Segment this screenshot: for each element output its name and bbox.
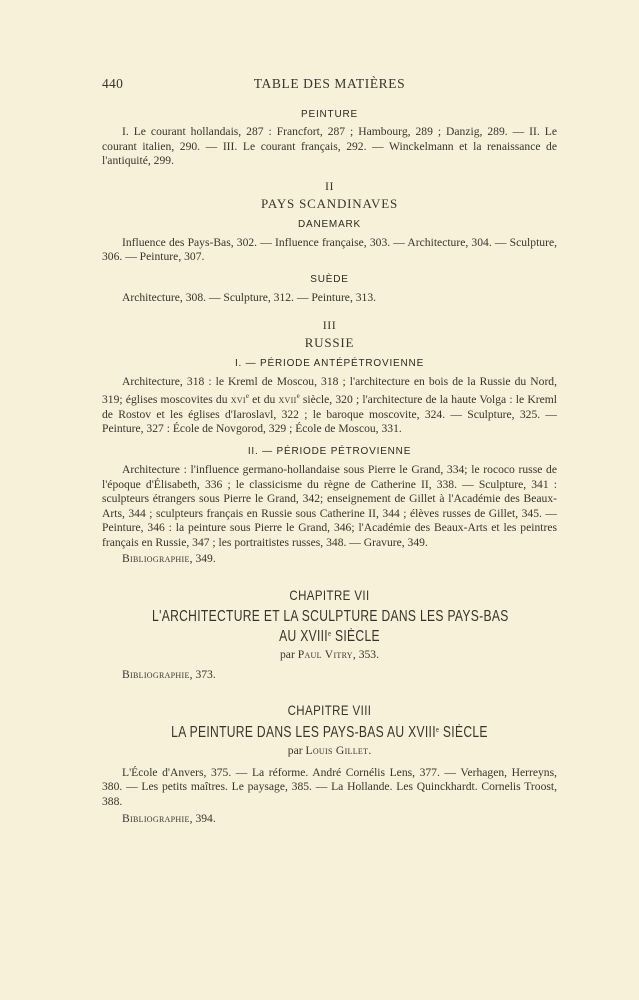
part-numeral-ii: II [325, 178, 334, 193]
part-numeral-iii: III [322, 317, 337, 332]
section-heading-danemark: DANEMARK [297, 218, 362, 230]
author-name: Paul Vitry [297, 648, 353, 662]
chapter-vii-title-line1: L'ARCHITECTURE ET LA SCULPTURE DANS LES PAYS-BAS [152, 608, 509, 626]
page-number: 440 [102, 76, 124, 91]
chapter-viii-byline: par Louis Gillet. [287, 743, 372, 757]
bibliography-chapter-vii: Bibliographie, 373. [122, 668, 216, 682]
author-name: Louis Gillet [305, 743, 369, 757]
section-heading-antepetrovienne: I. — PÉRIODE ANTÉPÉTROVIENNE [234, 357, 425, 369]
section-heading-peinture: PEINTURE [301, 109, 358, 120]
chapter-viii-entries: L'École d'Anvers, 375. — La réforme. André Cornélis Lens, 377. — Verhagen, Herreyns, 380. — Les petits maîtres. Le paysage, 385. — La Hollande. Les Quinckhardt. Cornelis Troost, 388. [102, 765, 557, 808]
bibliography-russie: Bibliographie, 349. [122, 551, 216, 565]
part-title-russie: RUSSIE [304, 334, 355, 350]
chapter-viii-number: CHAPITRE VIII [287, 701, 372, 718]
part-title-pays-scandinaves: PAYS SCANDINAVES [261, 195, 398, 211]
chapter-viii-title: LA PEINTURE DANS LES PAYS-BAS AU XVIIIe SIÈCLE [171, 723, 488, 741]
document-page [102, 76, 557, 827]
running-title: TABLE DES MATIÈRES [253, 76, 406, 91]
section-heading-petrovienne: II. — PÉRIODE PÉTROVIENNE [247, 445, 412, 457]
section-heading-suede: SUÈDE [310, 273, 349, 285]
antepetrovienne-entries: Architecture, 318 : le Kreml de Moscou, 318 ; l'architecture en bois de la Russie du Nord, 319; églises moscovites du xvi$^e$ et du xvii$^e$ siècle, 320 ; l'architecture de la haute Volga : le Kreml de Rostov et les églises d'Iaroslavl, 322 ; le baroque moscovite, 324. — Sculpture, 325. — Peinture, 327 : École de Novgorod, 329 ; École de Moscou, 331. [102, 374, 557, 436]
bibliography-chapter-viii: Bibliographie, 394. [122, 812, 216, 826]
danemark-entries: Influence des Pays-Bas, 302. — Influence française, 303. — Architecture, 304. — Sculpture, 306. — Peinture, 307. [102, 235, 557, 264]
peinture-entries: I. Le courant hollandais, 287 : Francfort, 287 ; Hambourg, 289 ; Danzig, 289. — II. Le courant italien, 290. — III. Le courant français, 292. — Winckelmann et la renaissance de l'antiquité, 299. [102, 125, 557, 168]
chapter-vii-title-line2: AU XVIIIe SIÈCLE [279, 628, 380, 646]
petrovienne-entries: Architecture : l'influence germano-hollandaise sous Pierre le Grand, 334; le rococo russe de l'époque d'Élisabeth, 336 ; le classicisme du règne de Catherine II, 338. — Sculpture, 341 : sculpteurs étrangers sous Pierre le Grand, 342; enseignement de Gillet à l'Académie des Beaux-Arts, 344 ; sculpteurs français en Russie sous Catherine II, 344 ; élèves russes de Gillet, 345. — Peinture, 346 : la peinture sous Pierre le Grand, 346; l'Académie des Beaux-Arts et les peintres français en Russie, 347 ; les portraitistes russes, 348. — Gravure, 349. [102, 462, 557, 549]
chapter-vii-number: CHAPITRE VII [289, 587, 370, 604]
suede-entries: Architecture, 308. — Sculpture, 312. — Peinture, 313. [122, 290, 377, 304]
chapter-vii-byline: par Paul Vitry, 353. [280, 648, 379, 662]
running-header [102, 76, 557, 96]
